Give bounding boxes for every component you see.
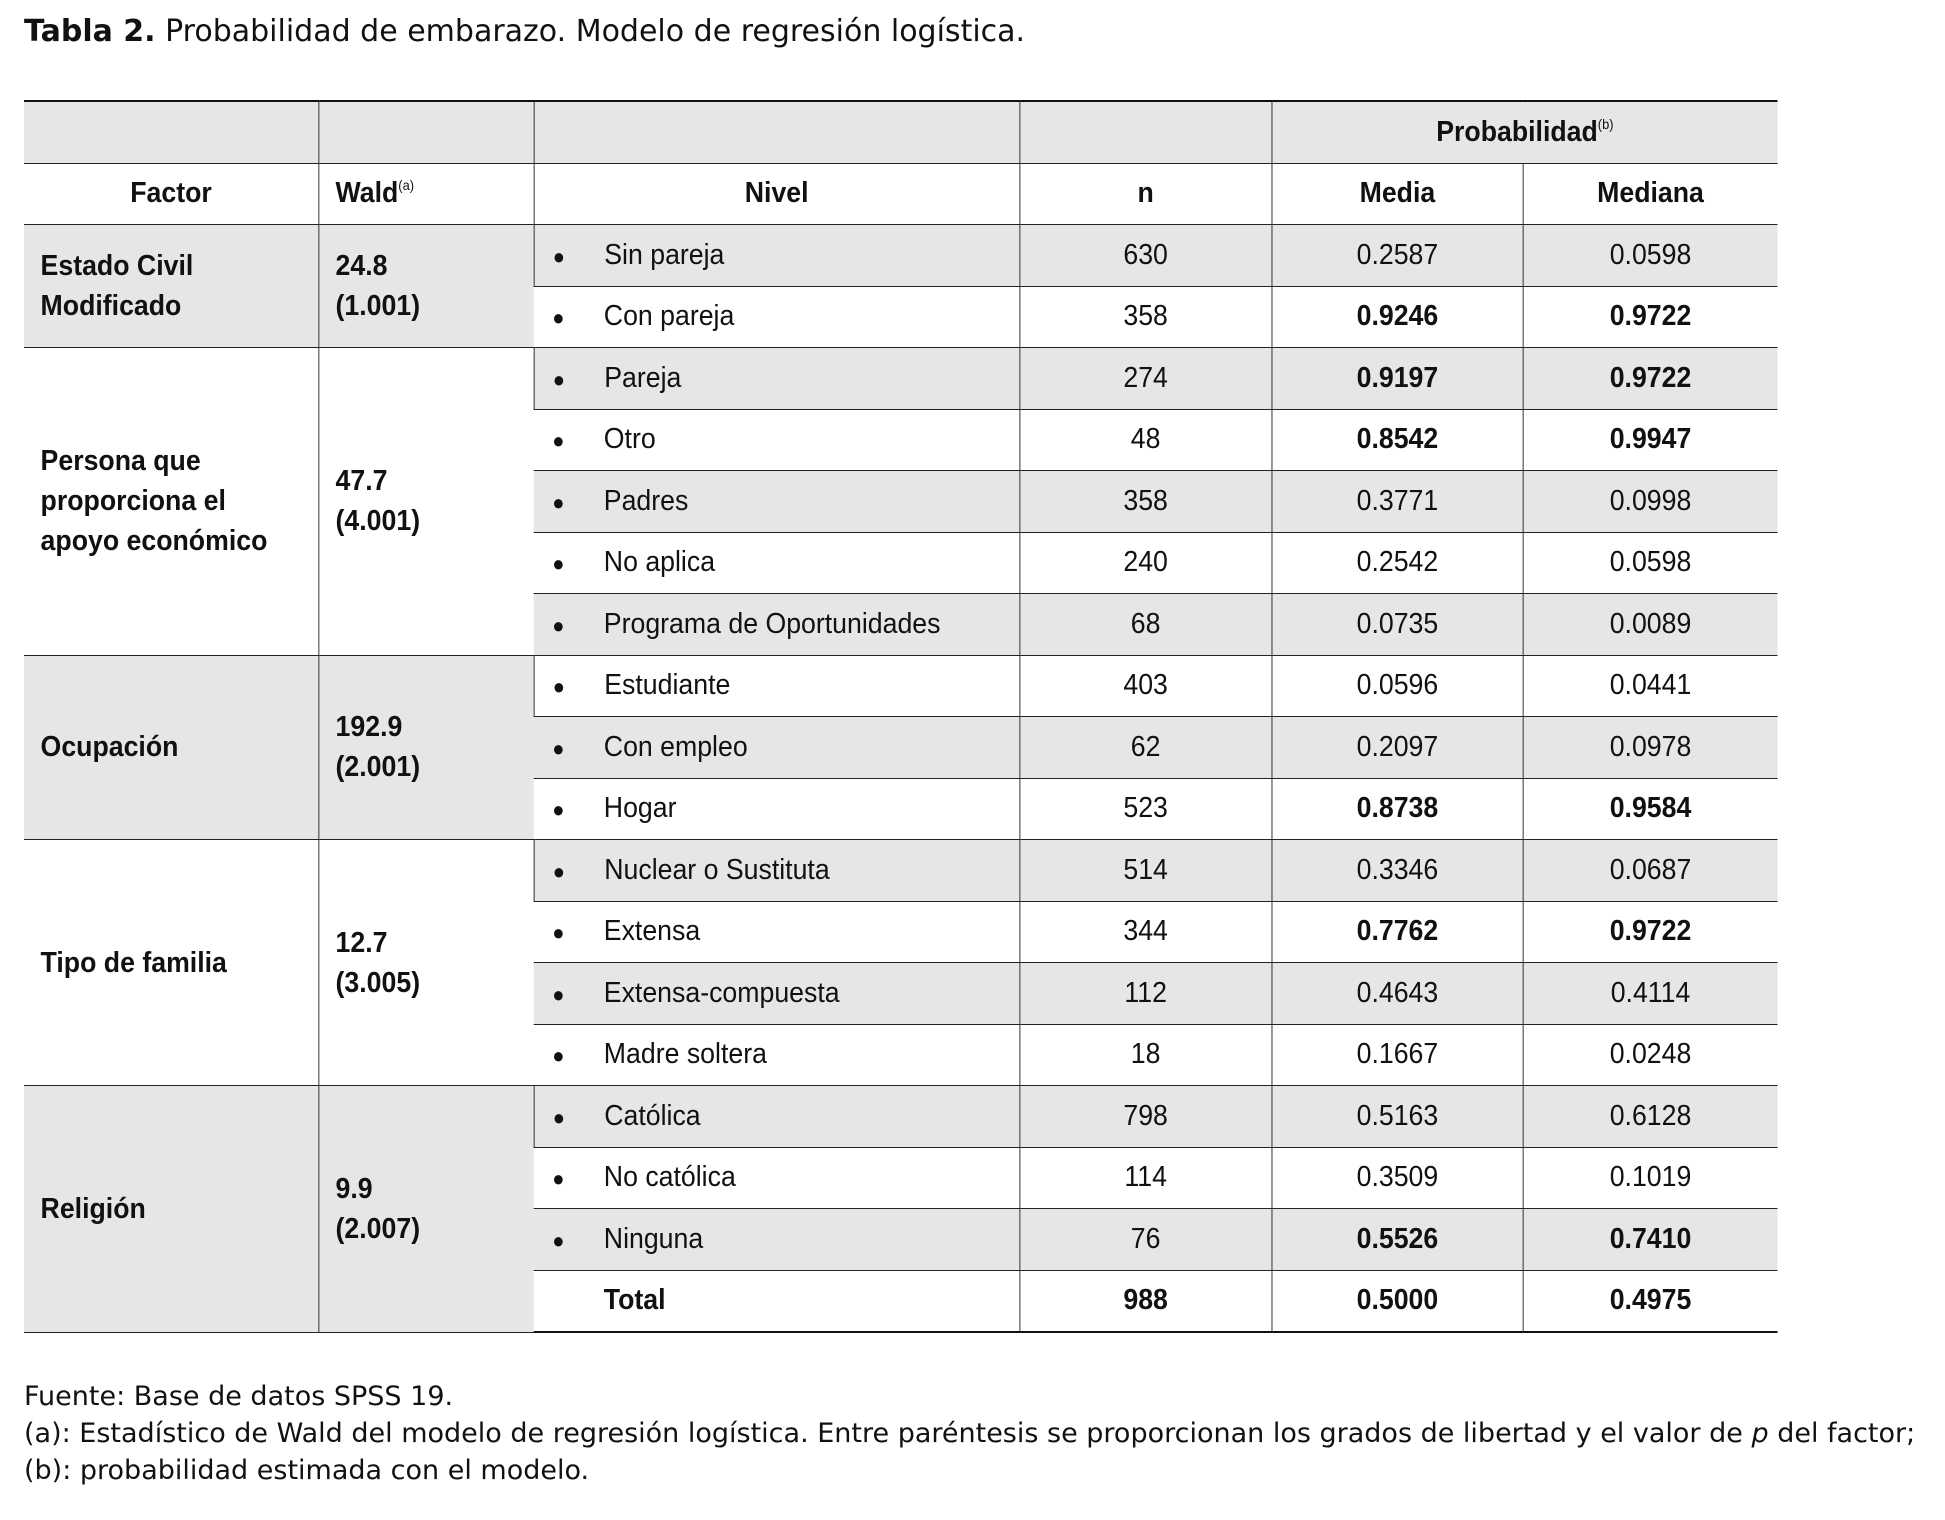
header-row	[24, 163, 1778, 225]
n-cell: 114	[1019, 1147, 1271, 1209]
media-cell: 0.0596	[1272, 655, 1523, 717]
nivel-cell: ● Con pareja	[534, 286, 1020, 348]
n-cell: 344	[1019, 901, 1271, 963]
mediana-cell: 0.9584	[1523, 778, 1777, 840]
n-cell: 798	[1019, 1086, 1271, 1148]
media-cell: 0.5526	[1272, 1209, 1523, 1271]
wald-cell: 47.7 (4.001)	[319, 348, 534, 656]
mediana-cell: 0.0598	[1523, 225, 1777, 287]
table-row	[24, 1086, 1778, 1148]
factor-cell: Tipo de familia	[24, 840, 319, 1086]
factor-cell: Persona que proporciona el apoyo económico	[24, 348, 319, 656]
mediana-cell: 0.9722	[1523, 286, 1777, 348]
mediana-cell: 0.0687	[1523, 840, 1777, 902]
table-row	[24, 225, 1778, 287]
bullet-icon: ●	[552, 551, 565, 577]
nivel-cell: ● Extensa-compuesta	[534, 963, 1020, 1025]
media-cell: 0.1667	[1272, 1024, 1523, 1086]
nivel-cell: ● No católica	[534, 1147, 1020, 1209]
nivel-cell: ● No aplica	[534, 532, 1020, 594]
mediana-cell: 0.0089	[1523, 594, 1777, 656]
nivel-cell: ● Estudiante	[534, 655, 1020, 717]
probability-table	[24, 100, 1778, 1333]
mediana-cell: 0.0598	[1523, 532, 1777, 594]
wald-cell: 24.8 (1.001)	[319, 225, 534, 348]
nivel-cell: ● Programa de Oportunidades	[534, 594, 1020, 656]
media-cell: 0.2097	[1272, 717, 1523, 779]
n-cell: 62	[1019, 717, 1271, 779]
bullet-icon: ●	[552, 981, 565, 1007]
table-row	[24, 348, 1778, 410]
wald-header: Wald$^{(a)}$	[319, 163, 534, 225]
media-cell: 0.3509	[1272, 1147, 1523, 1209]
n-cell: 76	[1019, 1209, 1271, 1271]
bullet-icon: ●	[552, 735, 565, 761]
table-row	[24, 840, 1778, 902]
media-cell: 0.2587	[1272, 225, 1523, 287]
media-cell: 0.7762	[1272, 901, 1523, 963]
mediana-cell: 0.0441	[1523, 655, 1777, 717]
n-cell: 48	[1019, 409, 1271, 471]
media-cell: 0.8738	[1272, 778, 1523, 840]
media-cell: 0.4643	[1272, 963, 1523, 1025]
factor-cell: Ocupación	[24, 655, 319, 840]
mediana-header: Mediana	[1523, 163, 1777, 225]
mediana-cell: 0.1019	[1523, 1147, 1777, 1209]
table-row	[24, 655, 1778, 717]
media-cell: 0.5163	[1272, 1086, 1523, 1148]
media-cell: 0.3346	[1272, 840, 1523, 902]
total-mediana-cell: 0.4975	[1523, 1270, 1777, 1332]
nivel-cell: ● Pareja	[534, 348, 1020, 410]
n-cell: 514	[1019, 840, 1271, 902]
media-cell: 0.0735	[1272, 594, 1523, 656]
media-cell: 0.9246	[1272, 286, 1523, 348]
mediana-cell: 0.4114	[1523, 963, 1777, 1025]
mediana-cell: 0.9722	[1523, 901, 1777, 963]
bullet-icon: ●	[552, 366, 565, 392]
n-cell: 403	[1019, 655, 1271, 717]
factor-cell: Estado Civil Modificado	[24, 225, 319, 348]
nivel-cell: ● Hogar	[534, 778, 1020, 840]
probability-group-header: Probabilidad$^{(b)}$	[1272, 101, 1778, 163]
source-note: Fuente: Base de datos SPSS 19.	[24, 1381, 454, 1412]
nivel-cell: ● Nuclear o Sustituta	[534, 840, 1020, 902]
media-header: Media	[1272, 163, 1523, 225]
nivel-header: Nivel	[534, 163, 1020, 225]
bullet-icon: ●	[552, 489, 565, 515]
table-footnotes	[24, 1378, 1924, 1489]
bullet-icon: ●	[552, 1104, 565, 1130]
caption-label: Tabla 2.	[24, 14, 156, 49]
bullet-icon: ●	[552, 797, 565, 823]
bullet-icon: ●	[552, 1166, 565, 1192]
bullet-icon: ●	[552, 1227, 565, 1253]
nivel-cell: ● Extensa	[534, 901, 1020, 963]
nivel-cell: ● Con empleo	[534, 717, 1020, 779]
bullet-icon: ●	[552, 858, 565, 884]
n-cell: 112	[1019, 963, 1271, 1025]
nivel-cell: ● Ninguna	[534, 1209, 1020, 1271]
n-cell: 523	[1019, 778, 1271, 840]
mediana-cell: 0.9722	[1523, 348, 1777, 410]
factor-cell: Religión	[24, 1086, 319, 1333]
mediana-cell: 0.9947	[1523, 409, 1777, 471]
n-cell: 274	[1019, 348, 1271, 410]
wald-cell: 192.9 (2.001)	[319, 655, 534, 840]
mediana-cell: 0.6128	[1523, 1086, 1777, 1148]
bullet-icon: ●	[552, 1043, 565, 1069]
media-cell: 0.9197	[1272, 348, 1523, 410]
n-cell: 240	[1019, 532, 1271, 594]
mediana-cell: 0.0248	[1523, 1024, 1777, 1086]
mediana-cell: 0.0978	[1523, 717, 1777, 779]
nivel-cell: ● Sin pareja	[534, 225, 1020, 287]
nivel-cell: ● Católica	[534, 1086, 1020, 1148]
n-cell: 358	[1019, 471, 1271, 533]
wald-cell: 12.7 (3.005)	[319, 840, 534, 1086]
header-group-row	[24, 101, 1778, 163]
wald-cell: 9.9 (2.007)	[319, 1086, 534, 1333]
total-media-cell: 0.5000	[1272, 1270, 1523, 1332]
mediana-cell: 0.7410	[1523, 1209, 1777, 1271]
bullet-icon: ●	[552, 612, 565, 638]
bullet-icon: ●	[552, 674, 565, 700]
media-cell: 0.3771	[1272, 471, 1523, 533]
media-cell: 0.8542	[1272, 409, 1523, 471]
total-n-cell: 988	[1019, 1270, 1271, 1332]
total-label: Total	[534, 1270, 1020, 1332]
bullet-icon: ●	[552, 243, 565, 269]
table-caption	[24, 14, 1025, 49]
n-cell: 68	[1019, 594, 1271, 656]
media-cell: 0.2542	[1272, 532, 1523, 594]
mediana-cell: 0.0998	[1523, 471, 1777, 533]
n-cell: 18	[1019, 1024, 1271, 1086]
factor-header: Factor	[24, 163, 319, 225]
bullet-icon: ●	[552, 305, 565, 331]
caption-text: Probabilidad de embarazo. Modelo de regresión logística.	[165, 14, 1026, 49]
nivel-cell: ● Otro	[534, 409, 1020, 471]
n-cell: 630	[1019, 225, 1271, 287]
n-header: n	[1019, 163, 1271, 225]
n-cell: 358	[1019, 286, 1271, 348]
bullet-icon: ●	[552, 920, 565, 946]
footnote-a-b: (a): Estadístico de Wald del modelo de regresión logística. Entre paréntesis se proporcionan los grados de libertad y el valor de p del factor; (b): probabilidad estimada con el modelo.	[24, 1418, 1916, 1486]
bullet-icon: ●	[552, 428, 565, 454]
nivel-cell: ● Madre soltera	[534, 1024, 1020, 1086]
nivel-cell: ● Padres	[534, 471, 1020, 533]
